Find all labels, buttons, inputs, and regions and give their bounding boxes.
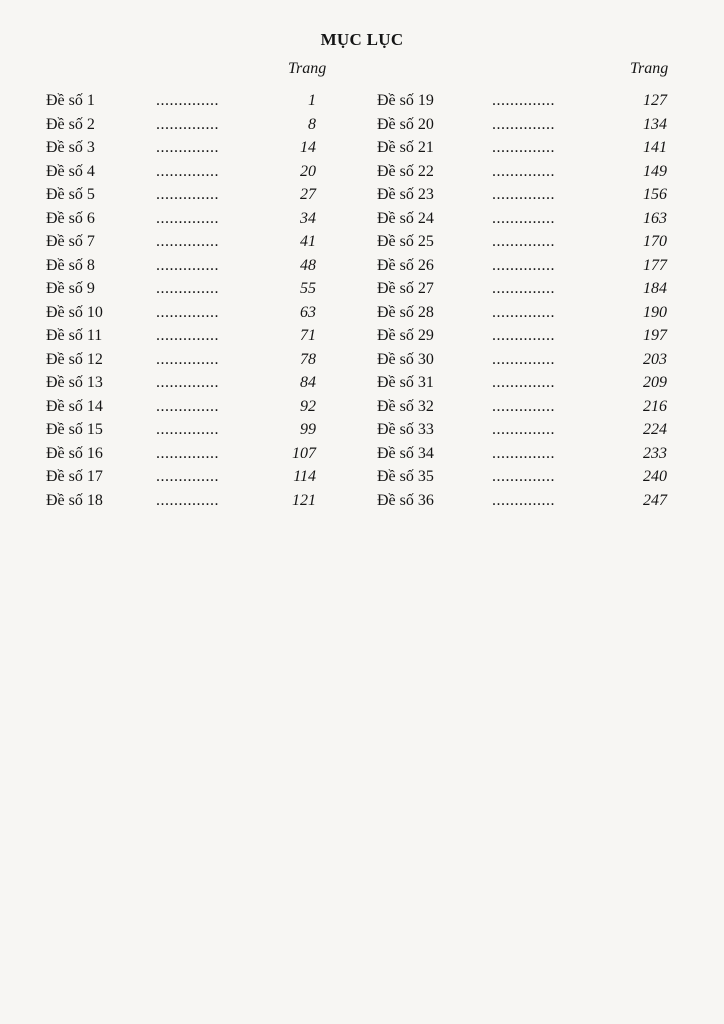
toc-entry-label: Đề số 4 <box>46 162 95 180</box>
toc-entry <box>377 184 677 206</box>
toc-entry <box>46 161 346 183</box>
toc-entry <box>46 419 346 441</box>
toc-entry <box>377 255 677 277</box>
toc-entry-label: Đề số 1 <box>46 92 95 109</box>
toc-entry-page: 163 <box>643 209 667 227</box>
toc-entry <box>377 349 677 371</box>
toc-entry <box>46 466 346 488</box>
toc-entry <box>46 443 346 465</box>
toc-leader-dots: .............. <box>492 233 555 250</box>
toc-entry-label: Đề số 36 <box>377 491 434 509</box>
toc-entry <box>46 255 346 277</box>
toc-entry-page: 209 <box>643 374 667 391</box>
toc-leader-dots: .............. <box>492 468 555 485</box>
toc-entry <box>377 302 677 324</box>
toc-leader-dots: .............. <box>492 186 555 203</box>
toc-entry-label: Đề số 34 <box>377 444 434 462</box>
toc-entry-label: Đề số 18 <box>46 491 103 509</box>
toc-entry-label: Đề số 22 <box>377 162 434 180</box>
toc-entry <box>46 231 346 253</box>
toc-entry-page: 107 <box>292 444 316 462</box>
toc-leader-dots: .............. <box>492 115 555 133</box>
toc-leader-dots: .............. <box>156 491 219 509</box>
toc-entry-page: 190 <box>643 303 667 321</box>
toc-entry-page: 121 <box>292 491 316 509</box>
toc-entry-page: 197 <box>643 327 667 344</box>
toc-entry-label: Đề số 24 <box>377 209 434 227</box>
toc-entry <box>377 137 677 159</box>
toc-entry-label: Đề số 5 <box>46 186 95 203</box>
toc-leader-dots: .............. <box>492 256 555 274</box>
toc-leader-dots: .............. <box>156 139 219 156</box>
toc-entry-page: 1 <box>308 92 316 109</box>
toc-leader-dots: .............. <box>156 421 219 438</box>
toc-entry-page: 55 <box>300 280 316 297</box>
toc-leader-dots: .............. <box>156 468 219 485</box>
toc-leader-dots: .............. <box>492 350 555 368</box>
toc-entry <box>46 114 346 136</box>
toc-entry-page: 170 <box>643 233 667 250</box>
toc-entry-label: Đề số 23 <box>377 186 434 203</box>
toc-entry-page: 216 <box>643 397 667 415</box>
toc-entry-label: Đề số 10 <box>46 303 103 321</box>
toc-entry-label: Đề số 3 <box>46 139 95 156</box>
toc-entry-label: Đề số 14 <box>46 397 103 415</box>
toc-entry-page: 203 <box>643 350 667 368</box>
page-column-header-left: Trang <box>288 60 327 77</box>
toc-entry <box>377 231 677 253</box>
toc-leader-dots: .............. <box>156 209 219 227</box>
toc-entry-label: Đề số 33 <box>377 421 434 438</box>
toc-entry-label: Đề số 28 <box>377 303 434 321</box>
toc-leader-dots: .............. <box>156 186 219 203</box>
toc-leader-dots: .............. <box>492 303 555 321</box>
toc-entry-page: 177 <box>643 256 667 274</box>
toc-entry-label: Đề số 29 <box>377 327 434 344</box>
toc-entry-page: 99 <box>300 421 316 438</box>
toc-entry-label: Đề số 17 <box>46 468 103 485</box>
toc-entry-page: 247 <box>643 491 667 509</box>
toc-entry-label: Đề số 2 <box>46 115 95 133</box>
toc-entry-page: 27 <box>300 186 316 203</box>
toc-entry <box>46 325 346 347</box>
toc-leader-dots: .............. <box>156 397 219 415</box>
page-title: MỤC LỤC <box>320 30 404 49</box>
toc-entry-page: 184 <box>643 280 667 297</box>
toc-entry-page: 48 <box>300 256 316 274</box>
toc-entry <box>46 396 346 418</box>
toc-entry <box>46 184 346 206</box>
toc-entry <box>377 90 677 112</box>
toc-entry <box>46 349 346 371</box>
toc-entry <box>46 208 346 230</box>
page-column-header-right: Trang <box>630 60 669 77</box>
toc-entry-label: Đề số 19 <box>377 92 434 109</box>
toc-entry <box>377 396 677 418</box>
toc-entry-label: Đề số 35 <box>377 468 434 485</box>
toc-entry-label: Đề số 6 <box>46 209 95 227</box>
toc-entry <box>377 490 677 512</box>
toc-entry-label: Đề số 16 <box>46 444 103 462</box>
toc-entry <box>377 443 677 465</box>
toc-entry-page: 63 <box>300 303 316 321</box>
toc-entry-label: Đề số 30 <box>377 350 434 368</box>
toc-entry-label: Đề số 12 <box>46 350 103 368</box>
toc-entry <box>46 137 346 159</box>
toc-leader-dots: .............. <box>156 303 219 321</box>
toc-leader-dots: .............. <box>156 162 219 180</box>
toc-entry-page: 34 <box>300 209 316 227</box>
toc-entry-page: 8 <box>308 115 316 133</box>
toc-entry-label: Đề số 21 <box>377 139 434 156</box>
toc-entry <box>377 325 677 347</box>
toc-leader-dots: .............. <box>492 92 555 109</box>
toc-entry-label: Đề số 25 <box>377 233 434 250</box>
toc-leader-dots: .............. <box>492 209 555 227</box>
toc-leader-dots: .............. <box>492 139 555 156</box>
toc-leader-dots: .............. <box>156 233 219 250</box>
toc-entry-label: Đề số 9 <box>46 280 95 297</box>
toc-entry <box>377 372 677 394</box>
toc-leader-dots: .............. <box>156 374 219 391</box>
toc-entry <box>377 161 677 183</box>
toc-entry-label: Đề số 26 <box>377 256 434 274</box>
toc-entry-label: Đề số 13 <box>46 374 103 391</box>
toc-entry-page: 127 <box>643 92 667 109</box>
toc-leader-dots: .............. <box>492 491 555 509</box>
toc-entry-page: 240 <box>643 468 667 485</box>
toc-entry-label: Đề số 8 <box>46 256 95 274</box>
toc-entry <box>46 490 346 512</box>
toc-leader-dots: .............. <box>156 350 219 368</box>
toc-entry-label: Đề số 11 <box>46 327 103 344</box>
toc-leader-dots: .............. <box>156 115 219 133</box>
toc-leader-dots: .............. <box>492 374 555 391</box>
toc-entry <box>46 372 346 394</box>
toc-entry-page: 20 <box>300 162 316 180</box>
toc-leader-dots: .............. <box>492 397 555 415</box>
toc-entry-page: 84 <box>300 374 316 391</box>
toc-leader-dots: .............. <box>156 256 219 274</box>
toc-entry <box>377 208 677 230</box>
toc-entry <box>377 466 677 488</box>
toc-entry-page: 92 <box>300 397 316 415</box>
toc-leader-dots: .............. <box>156 327 219 344</box>
toc-entry-page: 156 <box>643 186 667 203</box>
toc-entry-label: Đề số 7 <box>46 233 95 250</box>
toc-entry-page: 41 <box>300 233 316 250</box>
toc-entry-label: Đề số 31 <box>377 374 434 391</box>
toc-leader-dots: .............. <box>492 327 555 344</box>
toc-entry <box>377 419 677 441</box>
toc-entry <box>377 278 677 300</box>
toc-leader-dots: .............. <box>492 444 555 462</box>
toc-entry-page: 14 <box>300 139 316 156</box>
toc-entry-page: 141 <box>643 139 667 156</box>
toc-entry-page: 78 <box>300 350 316 368</box>
toc-entry-page: 233 <box>643 444 667 462</box>
toc-leader-dots: .............. <box>156 92 219 109</box>
toc-leader-dots: .............. <box>156 444 219 462</box>
toc-entry <box>46 278 346 300</box>
toc-leader-dots: .............. <box>492 421 555 438</box>
toc-entry-page: 114 <box>293 468 316 485</box>
toc-leader-dots: .............. <box>492 162 555 180</box>
toc-entry-label: Đề số 20 <box>377 115 434 133</box>
toc-entry <box>377 114 677 136</box>
toc-entry-label: Đề số 32 <box>377 397 434 415</box>
toc-entry-page: 149 <box>643 162 667 180</box>
toc-entry-page: 134 <box>643 115 667 133</box>
toc-leader-dots: .............. <box>492 280 555 297</box>
toc-entry-page: 224 <box>643 421 667 438</box>
toc-entry-label: Đề số 27 <box>377 280 434 297</box>
toc-leader-dots: .............. <box>156 280 219 297</box>
toc-entry <box>46 302 346 324</box>
toc-entry-page: 71 <box>300 327 316 344</box>
toc-entry <box>46 90 346 112</box>
toc-entry-label: Đề số 15 <box>46 421 103 438</box>
